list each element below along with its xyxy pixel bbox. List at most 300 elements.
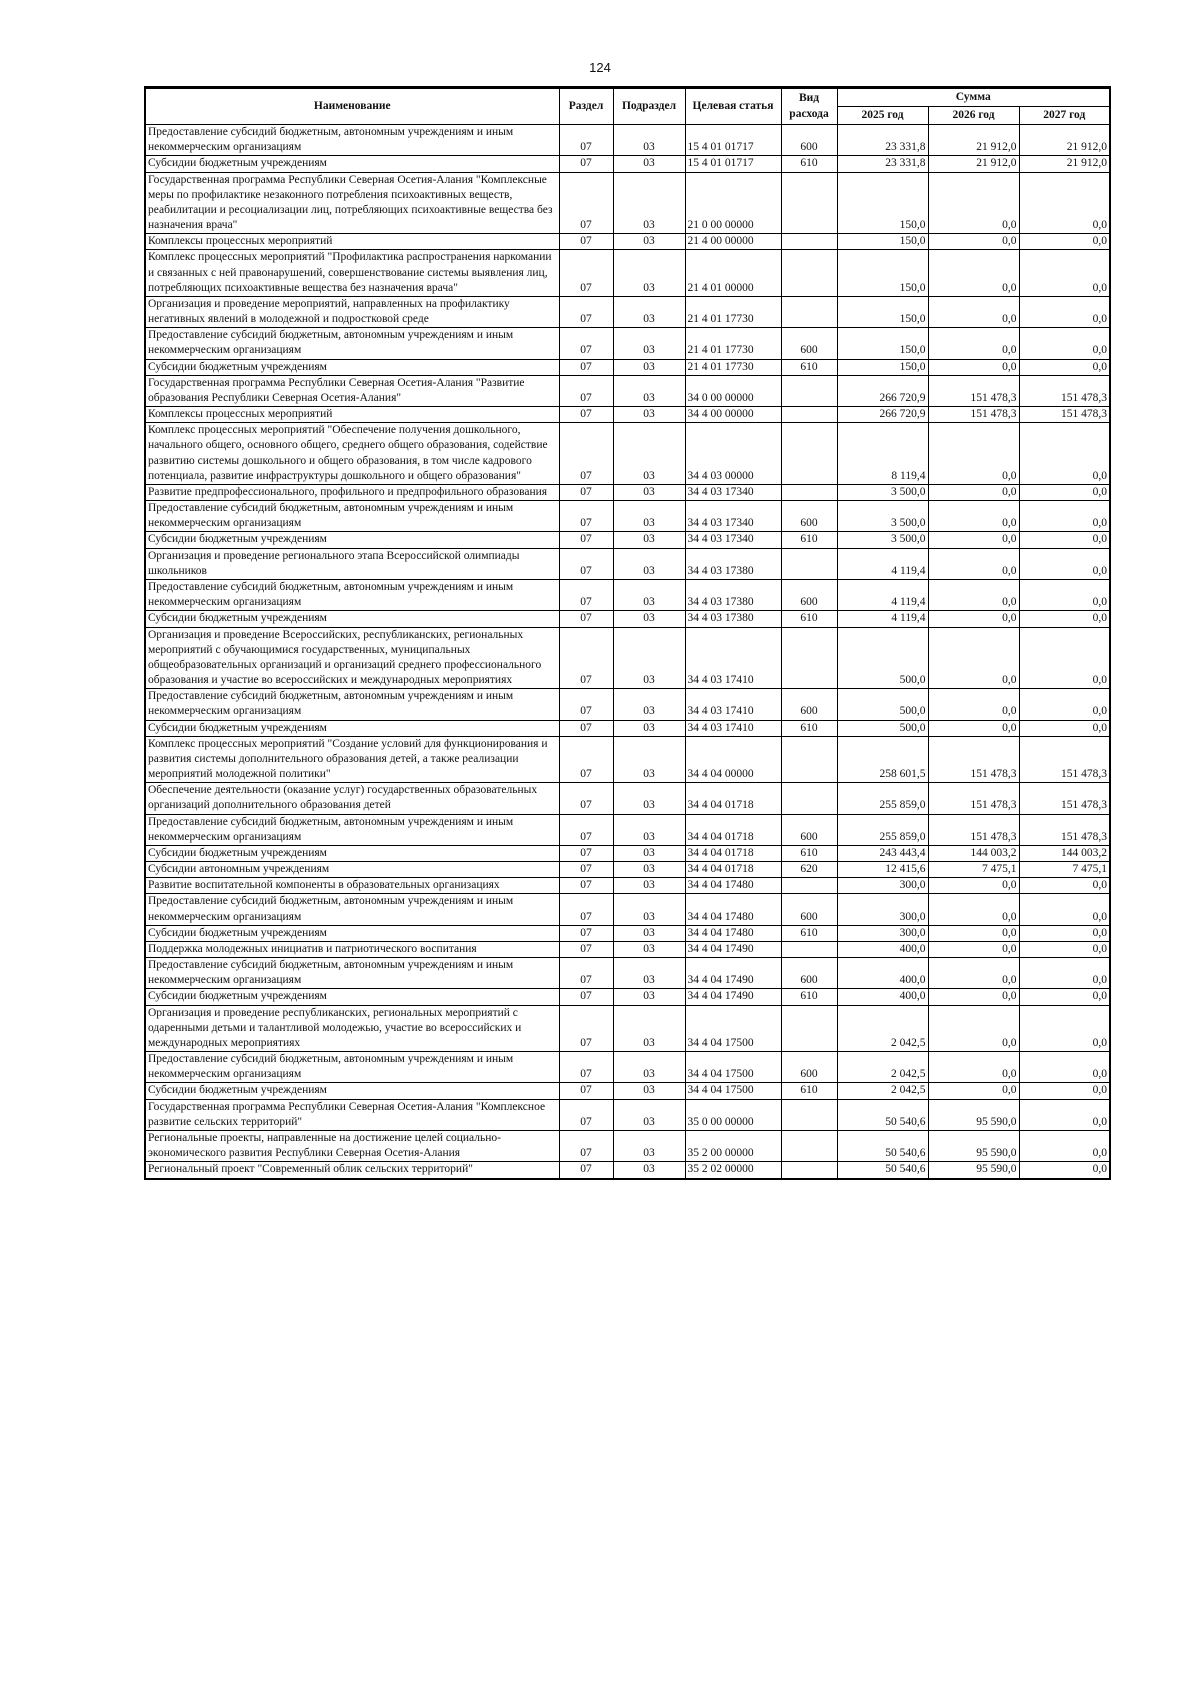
cell-target-article: 35 2 00 00000: [685, 1131, 781, 1162]
cell-target-article: 34 4 03 17410: [685, 720, 781, 736]
header-sum: Сумма: [837, 88, 1110, 107]
cell-2027: 21 912,0: [1019, 156, 1110, 172]
cell-section: 07: [559, 611, 613, 627]
cell-subsection: 03: [613, 989, 685, 1005]
cell-2026: 0,0: [928, 627, 1019, 689]
cell-2026: 0,0: [928, 548, 1019, 579]
cell-section: 07: [559, 375, 613, 406]
cell-2027: 0,0: [1019, 720, 1110, 736]
cell-subsection: 03: [613, 548, 685, 579]
table-row: [145, 689, 1110, 720]
table-row: [145, 941, 1110, 957]
cell-2027: 0,0: [1019, 894, 1110, 925]
table-row: [145, 720, 1110, 736]
table-row: [145, 501, 1110, 532]
cell-expense-type: 600: [781, 689, 837, 720]
cell-2025: 2 042,5: [837, 1005, 928, 1052]
cell-2027: 0,0: [1019, 359, 1110, 375]
cell-target-article: 34 4 04 17490: [685, 989, 781, 1005]
cell-section: 07: [559, 783, 613, 814]
cell-2026: 0,0: [928, 878, 1019, 894]
cell-subsection: 03: [613, 862, 685, 878]
cell-name: Предоставление субсидий бюджетным, автономным учреждениям и иным некоммерческим организациям: [145, 814, 559, 845]
cell-2026: 0,0: [928, 484, 1019, 500]
table-row: [145, 925, 1110, 941]
cell-subsection: 03: [613, 234, 685, 250]
cell-section: 07: [559, 989, 613, 1005]
cell-2026: 0,0: [928, 941, 1019, 957]
cell-subsection: 03: [613, 532, 685, 548]
table-row: [145, 783, 1110, 814]
table-row: [145, 1083, 1110, 1099]
cell-expense-type: [781, 941, 837, 957]
cell-2026: 0,0: [928, 958, 1019, 989]
cell-2027: 0,0: [1019, 989, 1110, 1005]
cell-2027: 0,0: [1019, 501, 1110, 532]
cell-2025: 150,0: [837, 250, 928, 297]
cell-subsection: 03: [613, 328, 685, 359]
cell-expense-type: [781, 736, 837, 783]
table-row: [145, 579, 1110, 610]
cell-2027: 0,0: [1019, 234, 1110, 250]
cell-subsection: 03: [613, 958, 685, 989]
cell-2025: 23 331,8: [837, 125, 928, 156]
header-section: Раздел: [559, 88, 613, 125]
cell-2027: 0,0: [1019, 484, 1110, 500]
cell-target-article: 34 4 04 17500: [685, 1005, 781, 1052]
header-name: Наименование: [145, 88, 559, 125]
cell-expense-type: [781, 375, 837, 406]
cell-2025: 12 415,6: [837, 862, 928, 878]
table-row: [145, 375, 1110, 406]
cell-2026: 0,0: [928, 250, 1019, 297]
header-subsection: Подраздел: [613, 88, 685, 125]
cell-section: 07: [559, 894, 613, 925]
cell-2026: 95 590,0: [928, 1131, 1019, 1162]
table-row: [145, 359, 1110, 375]
cell-2025: 2 042,5: [837, 1052, 928, 1083]
header-year-2027: 2027 год: [1019, 107, 1110, 125]
cell-section: 07: [559, 532, 613, 548]
cell-section: 07: [559, 1099, 613, 1130]
cell-section: 07: [559, 328, 613, 359]
cell-name: Субсидии бюджетным учреждениям: [145, 989, 559, 1005]
cell-section: 07: [559, 845, 613, 861]
cell-subsection: 03: [613, 720, 685, 736]
cell-subsection: 03: [613, 736, 685, 783]
cell-2026: 144 003,2: [928, 845, 1019, 861]
cell-2026: 95 590,0: [928, 1162, 1019, 1179]
cell-name: Комплексы процессных мероприятий: [145, 234, 559, 250]
cell-2026: 0,0: [928, 925, 1019, 941]
cell-section: 07: [559, 878, 613, 894]
table-body: [145, 125, 1110, 1179]
cell-name: Субсидии бюджетным учреждениям: [145, 532, 559, 548]
cell-name: Комплекс процессных мероприятий "Создание условий для функционирования и развития системы дополнительного образования детей, а также реализации мероприятий молодежной политики": [145, 736, 559, 783]
cell-2026: 95 590,0: [928, 1099, 1019, 1130]
cell-2027: 144 003,2: [1019, 845, 1110, 861]
cell-name: Развитие предпрофессионального, профильного и предпрофильного образования: [145, 484, 559, 500]
cell-subsection: 03: [613, 814, 685, 845]
cell-expense-type: [781, 250, 837, 297]
budget-table: [144, 86, 1111, 1180]
cell-name: Предоставление субсидий бюджетным, автономным учреждениям и иным некоммерческим организациям: [145, 579, 559, 610]
cell-name: Организация и проведение мероприятий, направленных на профилактику негативных явлений в молодежной и подростковой среде: [145, 296, 559, 327]
header-target-article: Целевая статья: [685, 88, 781, 125]
cell-2027: 151 478,3: [1019, 407, 1110, 423]
cell-target-article: 34 4 03 17380: [685, 548, 781, 579]
cell-2026: 151 478,3: [928, 375, 1019, 406]
cell-2025: 50 540,6: [837, 1162, 928, 1179]
cell-subsection: 03: [613, 579, 685, 610]
cell-target-article: 34 4 04 01718: [685, 783, 781, 814]
cell-2027: 0,0: [1019, 941, 1110, 957]
cell-section: 07: [559, 484, 613, 500]
cell-subsection: 03: [613, 1099, 685, 1130]
cell-subsection: 03: [613, 296, 685, 327]
header-year-2026: 2026 год: [928, 107, 1019, 125]
cell-subsection: 03: [613, 125, 685, 156]
cell-target-article: 15 4 01 01717: [685, 156, 781, 172]
cell-2025: 500,0: [837, 627, 928, 689]
table-row: [145, 532, 1110, 548]
cell-2026: 0,0: [928, 579, 1019, 610]
cell-section: 07: [559, 296, 613, 327]
cell-section: 07: [559, 627, 613, 689]
cell-name: Государственная программа Республики Северная Осетия-Алания "Комплексное развитие сельских территорий": [145, 1099, 559, 1130]
cell-2026: 0,0: [928, 611, 1019, 627]
cell-2027: 151 478,3: [1019, 814, 1110, 845]
cell-name: Предоставление субсидий бюджетным, автономным учреждениям и иным некоммерческим организациям: [145, 894, 559, 925]
cell-2026: 21 912,0: [928, 125, 1019, 156]
cell-target-article: 34 4 00 00000: [685, 407, 781, 423]
cell-name: Предоставление субсидий бюджетным, автономным учреждениям и иным некоммерческим организациям: [145, 958, 559, 989]
cell-name: Субсидии бюджетным учреждениям: [145, 720, 559, 736]
cell-expense-type: [781, 296, 837, 327]
cell-2025: 4 119,4: [837, 611, 928, 627]
cell-target-article: 21 0 00 00000: [685, 172, 781, 234]
cell-name: Субсидии бюджетным учреждениям: [145, 359, 559, 375]
cell-expense-type: 610: [781, 611, 837, 627]
cell-target-article: 34 4 03 17380: [685, 611, 781, 627]
cell-section: 07: [559, 501, 613, 532]
cell-2027: 0,0: [1019, 548, 1110, 579]
table-row: [145, 989, 1110, 1005]
cell-2027: 0,0: [1019, 532, 1110, 548]
cell-target-article: 34 4 04 01718: [685, 862, 781, 878]
cell-subsection: 03: [613, 423, 685, 485]
cell-section: 07: [559, 548, 613, 579]
cell-2025: 150,0: [837, 296, 928, 327]
cell-name: Предоставление субсидий бюджетным, автономным учреждениям и иным некоммерческим организациям: [145, 1052, 559, 1083]
cell-2025: 3 500,0: [837, 532, 928, 548]
cell-target-article: 34 4 04 00000: [685, 736, 781, 783]
table-row: [145, 484, 1110, 500]
cell-2026: 0,0: [928, 894, 1019, 925]
cell-2027: 0,0: [1019, 1099, 1110, 1130]
cell-name: Организация и проведение республиканских, региональных мероприятий с одаренными детьми и талантливой молодежью, участие во всероссийских и международных мероприятиях: [145, 1005, 559, 1052]
cell-2026: 151 478,3: [928, 407, 1019, 423]
table-row: [145, 234, 1110, 250]
cell-2026: 0,0: [928, 689, 1019, 720]
cell-subsection: 03: [613, 156, 685, 172]
cell-2027: 0,0: [1019, 925, 1110, 941]
cell-target-article: 34 4 03 17410: [685, 689, 781, 720]
cell-section: 07: [559, 941, 613, 957]
cell-target-article: 34 4 04 17500: [685, 1083, 781, 1099]
cell-name: Субсидии бюджетным учреждениям: [145, 925, 559, 941]
cell-section: 07: [559, 156, 613, 172]
cell-subsection: 03: [613, 407, 685, 423]
cell-target-article: 34 0 00 00000: [685, 375, 781, 406]
cell-target-article: 35 2 02 00000: [685, 1162, 781, 1179]
cell-expense-type: 600: [781, 894, 837, 925]
cell-2027: 0,0: [1019, 1162, 1110, 1179]
cell-section: 07: [559, 689, 613, 720]
cell-name: Организация и проведение Всероссийских, республиканских, региональных мероприятий с обучающимися государственных, муниципальных общеобразовательных организаций и организаций среднего профессионального образования и участие во всероссийских и международных мероприятиях: [145, 627, 559, 689]
cell-subsection: 03: [613, 878, 685, 894]
cell-subsection: 03: [613, 611, 685, 627]
cell-subsection: 03: [613, 845, 685, 861]
cell-target-article: 21 4 00 00000: [685, 234, 781, 250]
cell-2026: 0,0: [928, 1005, 1019, 1052]
cell-subsection: 03: [613, 250, 685, 297]
cell-name: Субсидии бюджетным учреждениям: [145, 611, 559, 627]
cell-2026: 151 478,3: [928, 736, 1019, 783]
cell-2025: 400,0: [837, 941, 928, 957]
cell-expense-type: [781, 484, 837, 500]
cell-2026: 0,0: [928, 296, 1019, 327]
cell-name: Субсидии бюджетным учреждениям: [145, 156, 559, 172]
cell-2026: 7 475,1: [928, 862, 1019, 878]
cell-2025: 300,0: [837, 894, 928, 925]
cell-2027: 0,0: [1019, 627, 1110, 689]
cell-expense-type: [781, 172, 837, 234]
cell-target-article: 34 4 04 17480: [685, 878, 781, 894]
cell-2025: 4 119,4: [837, 548, 928, 579]
cell-2027: 0,0: [1019, 250, 1110, 297]
cell-2027: 151 478,3: [1019, 375, 1110, 406]
table-row: [145, 548, 1110, 579]
cell-2026: 0,0: [928, 1052, 1019, 1083]
cell-section: 07: [559, 1131, 613, 1162]
cell-2027: 0,0: [1019, 423, 1110, 485]
cell-subsection: 03: [613, 1052, 685, 1083]
cell-target-article: 34 4 04 17500: [685, 1052, 781, 1083]
cell-section: 07: [559, 736, 613, 783]
cell-2025: 150,0: [837, 234, 928, 250]
cell-name: Субсидии бюджетным учреждениям: [145, 1083, 559, 1099]
cell-subsection: 03: [613, 783, 685, 814]
table-row: [145, 407, 1110, 423]
table-row: [145, 845, 1110, 861]
cell-name: Организация и проведение регионального этапа Всероссийской олимпиады школьников: [145, 548, 559, 579]
cell-expense-type: [781, 548, 837, 579]
cell-2025: 3 500,0: [837, 484, 928, 500]
header-expense-type: Вид расхода: [781, 88, 837, 125]
cell-target-article: 35 0 00 00000: [685, 1099, 781, 1130]
cell-2025: 500,0: [837, 720, 928, 736]
cell-target-article: 21 4 01 17730: [685, 328, 781, 359]
cell-expense-type: 610: [781, 1083, 837, 1099]
cell-name: Государственная программа Республики Северная Осетия-Алания "Развитие образования Республики Северная Осетия-Алания": [145, 375, 559, 406]
cell-2025: 258 601,5: [837, 736, 928, 783]
cell-expense-type: 600: [781, 501, 837, 532]
cell-expense-type: [781, 878, 837, 894]
cell-subsection: 03: [613, 925, 685, 941]
table-row: [145, 250, 1110, 297]
cell-expense-type: 610: [781, 359, 837, 375]
cell-section: 07: [559, 862, 613, 878]
cell-2025: 400,0: [837, 989, 928, 1005]
cell-2027: 0,0: [1019, 172, 1110, 234]
cell-expense-type: [781, 627, 837, 689]
table-row: [145, 862, 1110, 878]
cell-expense-type: 600: [781, 1052, 837, 1083]
cell-expense-type: 600: [781, 814, 837, 845]
cell-expense-type: 610: [781, 532, 837, 548]
cell-target-article: 34 4 04 17490: [685, 958, 781, 989]
cell-2025: 300,0: [837, 925, 928, 941]
cell-target-article: 34 4 03 17410: [685, 627, 781, 689]
cell-expense-type: 620: [781, 862, 837, 878]
table-row: [145, 172, 1110, 234]
cell-2027: 0,0: [1019, 1131, 1110, 1162]
cell-2025: 400,0: [837, 958, 928, 989]
cell-2027: 0,0: [1019, 611, 1110, 627]
cell-expense-type: [781, 423, 837, 485]
cell-section: 07: [559, 1052, 613, 1083]
cell-section: 07: [559, 925, 613, 941]
cell-name: Поддержка молодежных инициатив и патриотического воспитания: [145, 941, 559, 957]
cell-section: 07: [559, 720, 613, 736]
cell-section: 07: [559, 125, 613, 156]
cell-2027: 151 478,3: [1019, 736, 1110, 783]
cell-subsection: 03: [613, 1083, 685, 1099]
cell-name: Комплекс процессных мероприятий "Профилактика распространения наркомании и связанных с ней правонарушений, совершенствование системы выявления лиц, потребляющих психоактивные вещества без назначения врача": [145, 250, 559, 297]
cell-section: 07: [559, 1083, 613, 1099]
cell-section: 07: [559, 814, 613, 845]
cell-name: Государственная программа Республики Северная Осетия-Алания "Комплексные меры по профилактике незаконного потребления психоактивных веществ, реабилитации и ресоциализации лиц, потребляющих психоактивные вещества без назначения врача": [145, 172, 559, 234]
cell-2026: 0,0: [928, 359, 1019, 375]
table-header: [145, 88, 1110, 125]
cell-section: 07: [559, 1005, 613, 1052]
cell-subsection: 03: [613, 484, 685, 500]
cell-subsection: 03: [613, 689, 685, 720]
cell-subsection: 03: [613, 894, 685, 925]
cell-subsection: 03: [613, 941, 685, 957]
page-number: 124: [589, 60, 611, 75]
cell-name: Предоставление субсидий бюджетным, автономным учреждениям и иным некоммерческим организациям: [145, 501, 559, 532]
cell-expense-type: 610: [781, 989, 837, 1005]
cell-name: Предоставление субсидий бюджетным, автономным учреждениям и иным некоммерческим организациям: [145, 328, 559, 359]
cell-expense-type: 610: [781, 156, 837, 172]
cell-2026: 0,0: [928, 989, 1019, 1005]
table-row: [145, 1131, 1110, 1162]
cell-name: Предоставление субсидий бюджетным, автономным учреждениям и иным некоммерческим организациям: [145, 689, 559, 720]
cell-subsection: 03: [613, 627, 685, 689]
cell-expense-type: [781, 783, 837, 814]
cell-2025: 8 119,4: [837, 423, 928, 485]
cell-2026: 0,0: [928, 720, 1019, 736]
cell-2025: 150,0: [837, 359, 928, 375]
table-row: [145, 125, 1110, 156]
cell-2027: 0,0: [1019, 958, 1110, 989]
cell-target-article: 21 4 01 00000: [685, 250, 781, 297]
table-row: [145, 1052, 1110, 1083]
table-row: [145, 1162, 1110, 1179]
cell-subsection: 03: [613, 1162, 685, 1179]
cell-2025: 4 119,4: [837, 579, 928, 610]
cell-2027: 7 475,1: [1019, 862, 1110, 878]
cell-target-article: 34 4 03 17380: [685, 579, 781, 610]
cell-target-article: 34 4 04 17480: [685, 894, 781, 925]
cell-2025: 50 540,6: [837, 1099, 928, 1130]
cell-section: 07: [559, 250, 613, 297]
cell-section: 07: [559, 234, 613, 250]
cell-2025: 255 859,0: [837, 783, 928, 814]
cell-subsection: 03: [613, 501, 685, 532]
cell-subsection: 03: [613, 1005, 685, 1052]
cell-2026: 0,0: [928, 501, 1019, 532]
cell-expense-type: [781, 1005, 837, 1052]
cell-name: Обеспечение деятельности (оказание услуг) государственных образовательных организаций дополнительного образования детей: [145, 783, 559, 814]
cell-target-article: 34 4 04 01718: [685, 845, 781, 861]
cell-expense-type: 610: [781, 845, 837, 861]
cell-subsection: 03: [613, 375, 685, 406]
table-row: [145, 611, 1110, 627]
cell-2027: 0,0: [1019, 1083, 1110, 1099]
cell-expense-type: 600: [781, 125, 837, 156]
cell-section: 07: [559, 359, 613, 375]
cell-target-article: 34 4 03 17340: [685, 484, 781, 500]
cell-name: Субсидии бюджетным учреждениям: [145, 845, 559, 861]
cell-2027: 21 912,0: [1019, 125, 1110, 156]
table-row: [145, 627, 1110, 689]
cell-2025: 2 042,5: [837, 1083, 928, 1099]
cell-2025: 23 331,8: [837, 156, 928, 172]
cell-expense-type: [781, 234, 837, 250]
cell-expense-type: [781, 1099, 837, 1130]
cell-target-article: 34 4 04 17480: [685, 925, 781, 941]
cell-expense-type: [781, 1131, 837, 1162]
cell-name: Развитие воспитательной компоненты в образовательных организациях: [145, 878, 559, 894]
cell-expense-type: 600: [781, 328, 837, 359]
cell-subsection: 03: [613, 359, 685, 375]
table-row: [145, 296, 1110, 327]
table-row: [145, 1099, 1110, 1130]
cell-expense-type: [781, 1162, 837, 1179]
cell-target-article: 34 4 04 17490: [685, 941, 781, 957]
cell-section: 07: [559, 1162, 613, 1179]
cell-2026: 0,0: [928, 532, 1019, 548]
cell-target-article: 34 4 03 00000: [685, 423, 781, 485]
header-year-2025: 2025 год: [837, 107, 928, 125]
cell-section: 07: [559, 172, 613, 234]
table-row: [145, 1005, 1110, 1052]
cell-name: Региональные проекты, направленные на достижение целей социально-экономического развития Республики Северная Осетия-Алания: [145, 1131, 559, 1162]
cell-2027: 151 478,3: [1019, 783, 1110, 814]
table-row: [145, 958, 1110, 989]
cell-section: 07: [559, 423, 613, 485]
cell-2026: 151 478,3: [928, 783, 1019, 814]
cell-target-article: 15 4 01 01717: [685, 125, 781, 156]
table-row: [145, 156, 1110, 172]
cell-2025: 266 720,9: [837, 407, 928, 423]
cell-2026: 0,0: [928, 172, 1019, 234]
cell-2025: 150,0: [837, 172, 928, 234]
cell-2025: 3 500,0: [837, 501, 928, 532]
